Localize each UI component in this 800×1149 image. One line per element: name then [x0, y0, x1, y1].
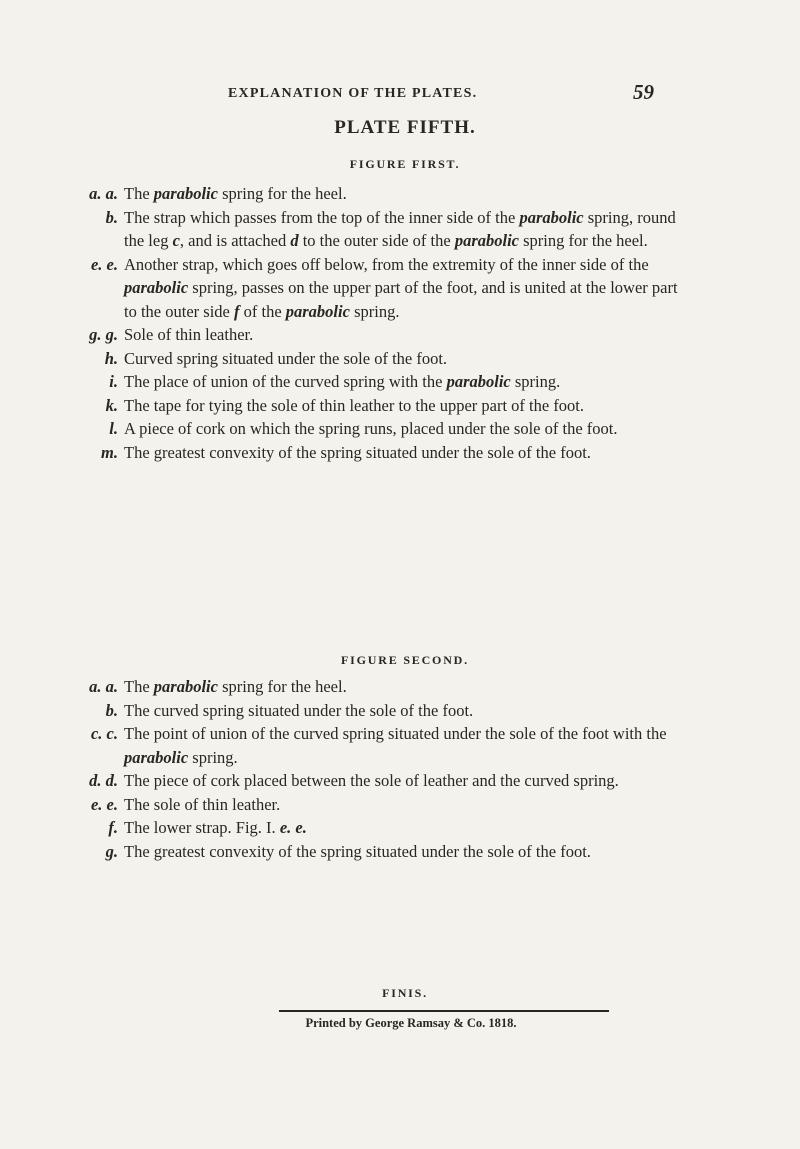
legend-entry — [0, 394, 800, 418]
entry-description — [124, 323, 686, 347]
entry-key: k. — [105, 395, 118, 415]
entry-key: l. — [109, 419, 118, 438]
italic-term: parabolic — [153, 184, 218, 203]
description-text: spring for the heel. — [217, 677, 347, 696]
description-text: A piece of cork on which the spring runs, placed under the sole of the foot. — [124, 419, 618, 438]
italic-term: parabolic — [153, 677, 218, 696]
running-head: EXPLANATION OF THE PLATES. — [228, 86, 478, 101]
entry-key: e. e. — [90, 254, 118, 274]
legend-entry — [0, 675, 800, 699]
description-text: of the — [239, 301, 286, 321]
entry-description — [124, 394, 686, 418]
legend-entry — [0, 347, 800, 371]
entry-description — [124, 699, 686, 723]
entry-description — [124, 441, 686, 465]
description-text: spring, passes on the upper part of the foot, and is united at the lower part to the outer side — [124, 278, 678, 321]
entry-description — [124, 206, 686, 253]
entry-key: c. c. — [90, 724, 118, 743]
legend-entry — [0, 722, 800, 769]
description-text: The — [124, 184, 154, 203]
entry-key: e. e. — [90, 794, 118, 814]
legend-entry — [0, 417, 800, 441]
legend-entry — [0, 793, 800, 817]
figure-second-heading: FIGURE SECOND. — [341, 653, 469, 667]
legend-entry — [0, 323, 800, 347]
description-text: The strap which passes from the top of the inner side of the — [124, 207, 520, 227]
description-text: The greatest convexity of the spring situated under the sole of the foot. — [124, 841, 591, 861]
description-text: to the outer side of the — [298, 231, 455, 250]
entry-description — [124, 347, 686, 371]
entry-key: f. — [108, 818, 118, 837]
description-text: The place of union of the curved spring with the — [124, 372, 447, 391]
description-text: spring for the heel. — [217, 184, 347, 203]
entry-key: h. — [104, 348, 118, 368]
figure-first-entries — [0, 182, 800, 464]
entry-key: g. g. — [89, 325, 118, 344]
entry-description — [124, 253, 686, 324]
description-text: The greatest convexity of the spring situated under the sole of the foot. — [124, 442, 591, 462]
legend-entry — [0, 769, 800, 793]
figure-second-entries — [0, 675, 800, 863]
description-text: The piece of cork placed between the sole of leather and the curved spring. — [124, 771, 619, 790]
entry-description — [124, 722, 686, 769]
plate-title: PLATE FIFTH. — [334, 117, 476, 138]
legend-entry — [0, 182, 800, 206]
description-text: The tape for tying the sole of thin leather to the upper part of the foot. — [124, 395, 585, 415]
legend-entry — [0, 253, 800, 324]
description-text: The lower strap. Fig. I. — [124, 818, 280, 837]
entry-key: b. — [105, 700, 118, 720]
legend-entry — [0, 840, 800, 864]
description-text: The — [124, 677, 154, 696]
italic-term: parabolic — [124, 747, 189, 767]
description-text: Another strap, which goes off below, from the extremity of the inner side of the — [124, 254, 649, 274]
printer-imprint: Printed by George Ramsay & Co. 1818. — [305, 1016, 517, 1030]
legend-entry — [0, 816, 800, 840]
legend-entry — [0, 699, 800, 723]
legend-entry — [0, 370, 800, 394]
italic-term: f — [233, 301, 240, 321]
entry-key: a. a. — [89, 677, 118, 696]
italic-term: e. e. — [279, 818, 307, 837]
italic-term: parabolic — [519, 207, 584, 227]
description-text: The curved spring situated under the sole of the foot. — [124, 700, 474, 720]
entry-description — [124, 840, 686, 864]
entry-description — [124, 793, 686, 817]
entry-key: i. — [109, 372, 118, 391]
italic-term: parabolic — [285, 301, 350, 321]
description-text: spring. — [188, 747, 238, 767]
italic-term: d — [290, 231, 299, 250]
entry-description — [124, 675, 686, 699]
description-text: spring for the heel. — [519, 231, 648, 250]
divider-rule — [279, 1010, 609, 1012]
entry-key: m. — [101, 442, 118, 462]
legend-entry — [0, 206, 800, 253]
entry-key: g. — [105, 841, 118, 861]
entry-description — [124, 417, 686, 441]
entry-description — [124, 370, 686, 394]
description-text: spring. — [349, 301, 400, 321]
description-text: spring, round the leg — [124, 207, 676, 250]
finis: FINIS. — [382, 986, 428, 1000]
italic-term: parabolic — [124, 278, 189, 297]
italic-term: c — [172, 231, 180, 250]
entry-key: a. a. — [89, 184, 118, 203]
description-text: spring. — [510, 372, 561, 391]
entry-description — [124, 816, 686, 840]
description-text: , and is attached — [179, 231, 291, 250]
page-number: 59 — [633, 80, 654, 104]
entry-key: d. d. — [89, 771, 118, 790]
italic-term: parabolic — [446, 372, 511, 391]
entry-key: b. — [105, 207, 118, 227]
entry-description — [124, 769, 686, 793]
entry-description — [124, 182, 686, 206]
figure-first-heading: FIGURE FIRST. — [349, 157, 461, 171]
italic-term: parabolic — [454, 231, 520, 250]
legend-entry — [0, 441, 800, 465]
description-text: Curved spring situated under the sole of the foot. — [124, 348, 448, 368]
description-text: Sole of thin leather. — [124, 325, 254, 344]
description-text: The point of union of the curved spring situated under the sole of the foot with the — [124, 724, 667, 743]
description-text: The sole of thin leather. — [124, 794, 281, 814]
